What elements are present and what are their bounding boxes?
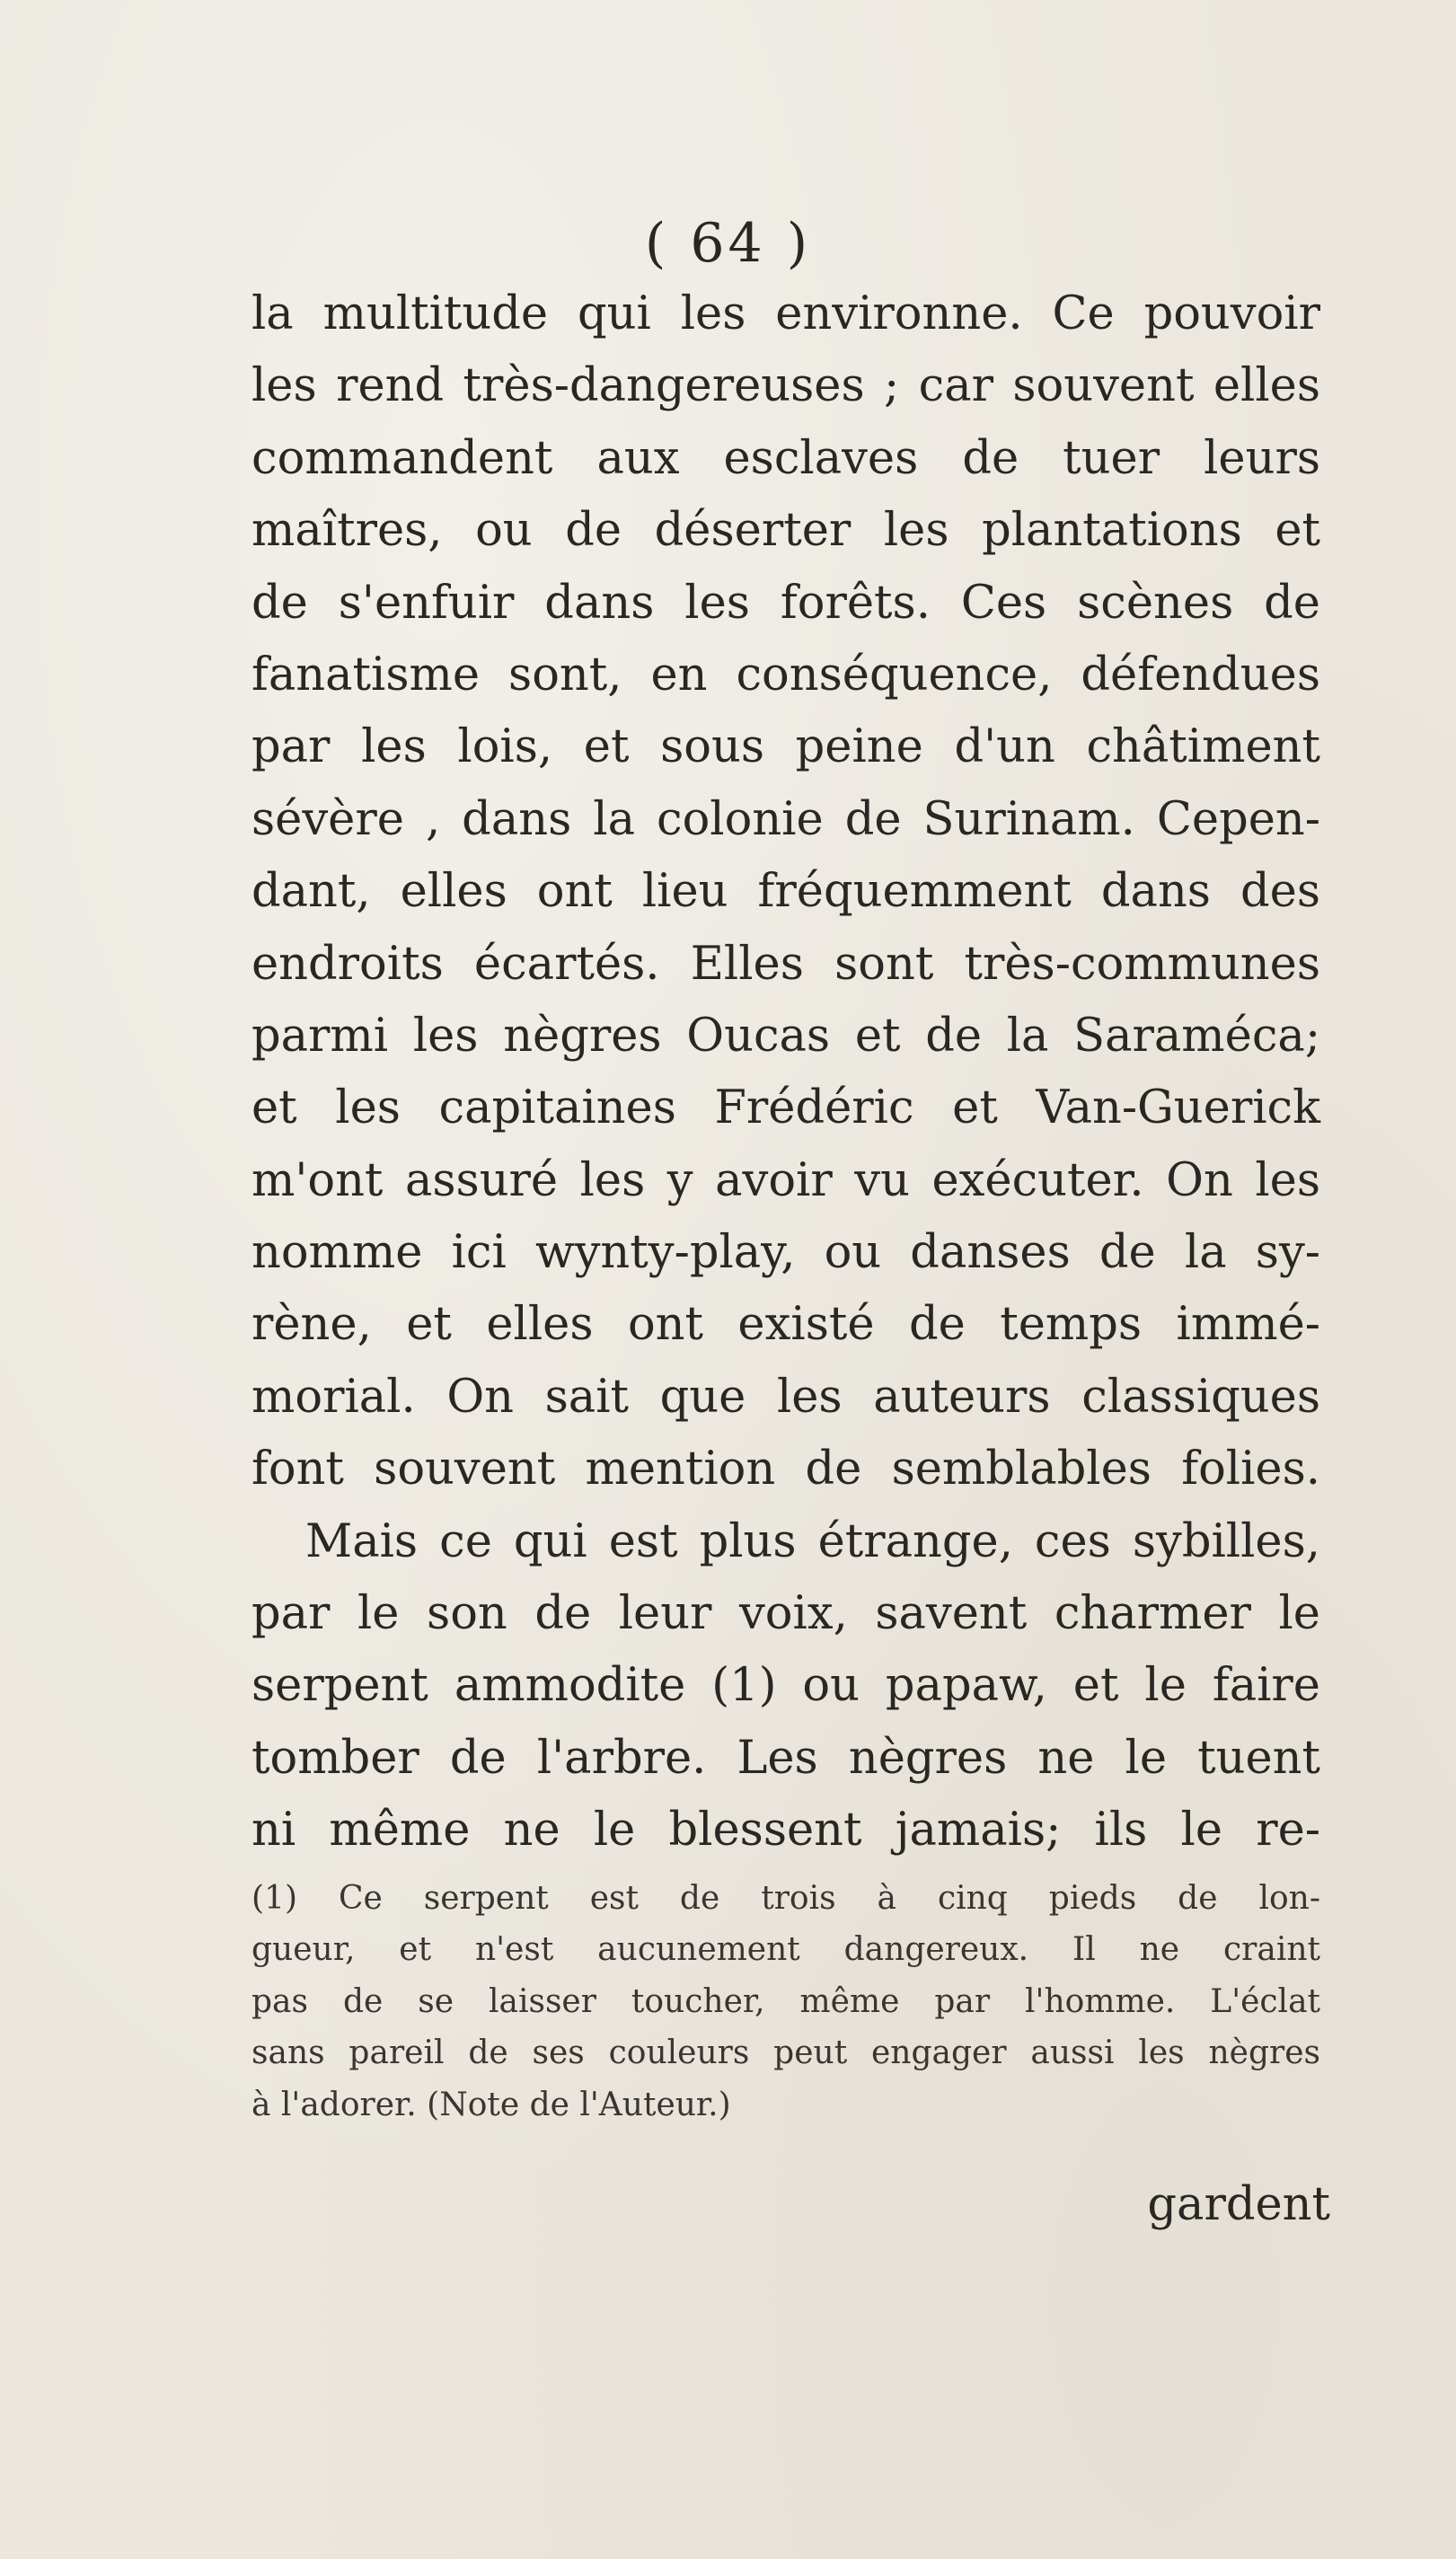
text-line: tomber de l'arbre. Les nègres ne le tuent: [251, 1731, 1320, 1785]
text-line: ni même ne le blessent jamais; ils le re-: [251, 1804, 1320, 1857]
text-line: la multitude qui les environne. Ce pouvoir: [251, 287, 1320, 340]
text-line: dant, elles ont lieu fréquemment dans des: [251, 865, 1320, 919]
text-line: maîtres, ou de déserter les plantations et: [251, 504, 1320, 558]
text-line: les rend très-dangereuses ; car souvent elles: [251, 359, 1320, 413]
text-line: de s'enfuir dans les forêts. Ces scènes de: [251, 576, 1320, 630]
text-line-paragraph-start: Mais ce qui est plus étrange, ces sybilles,: [305, 1514, 1320, 1568]
text-line: font souvent mention de semblables folies.: [251, 1443, 1320, 1496]
footnote-line: gueur, et n'est aucunement dangereux. Il ne craint: [251, 1931, 1320, 1969]
text-line: fanatisme sont, en conséquence, défendues: [251, 648, 1320, 702]
text-line: endroits écartés. Elles sont très-communes: [251, 937, 1320, 991]
text-line: sévère , dans la colonie de Surinam. Cepen-: [251, 792, 1320, 846]
text-line: parmi les nègres Oucas et de la Saraméca;: [251, 1009, 1320, 1063]
text-line: rène, et elles ont existé de temps immé-: [251, 1298, 1320, 1352]
text-line: commandent aux esclaves de tuer leurs: [251, 431, 1320, 485]
catchword: gardent: [1147, 2178, 1330, 2231]
text-line: par le son de leur voix, savent charmer le: [251, 1587, 1320, 1641]
text-line: morial. On sait que les auteurs classiques: [251, 1370, 1320, 1424]
text-line: nomme ici wynty-play, ou danses de la sy-: [251, 1226, 1320, 1280]
text-line: m'ont assuré les y avoir vu exécuter. On les: [251, 1153, 1320, 1207]
body-text: [251, 278, 1320, 1867]
page-number: ( 64 ): [644, 212, 812, 275]
footnote-line: pas de se laisser toucher, même par l'homme. L'éclat: [251, 1982, 1320, 2020]
footnote: [251, 1873, 1320, 2131]
footnote-line: (1) Ce serpent est de trois à cinq pieds de lon-: [251, 1880, 1320, 1917]
footnote-line: sans pareil de ses couleurs peut engager aussi les nègres: [251, 2034, 1320, 2072]
footnote-line: à l'adorer. (Note de l'Auteur.): [251, 2086, 731, 2123]
text-line: serpent ammodite (1) ou papaw, et le faire: [251, 1659, 1320, 1713]
text-line: par les lois, et sous peine d'un châtiment: [251, 720, 1320, 774]
text-line: et les capitaines Frédéric et Van-Guerick: [251, 1081, 1320, 1135]
